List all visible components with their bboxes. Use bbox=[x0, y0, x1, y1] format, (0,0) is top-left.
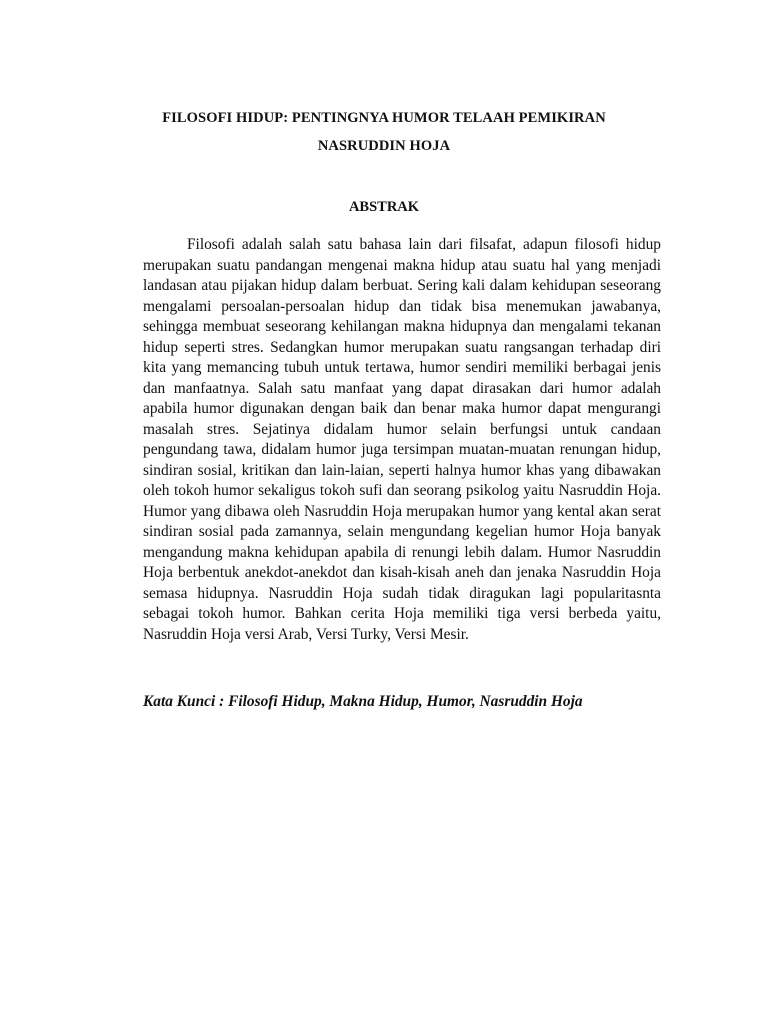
abstract-body: Filosofi adalah salah satu bahasa lain dari filsafat, adapun filosofi hidup merupakan suatu pandangan mengenai makna hidup atau suatu hal yang menjadi landasan atau pijakan hidup dalam berbuat. Sering kali dalam kehidupan seseorang mengalami persoalan-persoalan hidup dan tidak bisa menemukan jawabanya, sehingga membuat seseorang kehilangan makna hidupnya dan mengalami tekanan hidup seperti stres. Sedangkan humor merupakan suatu rangsangan terhadap diri kita yang memancing tubuh untuk tertawa, humor sendiri memiliki berbagai jenis dan manfaatnya. Salah satu manfaat yang dapat dirasakan dari humor adalah apabila humor digunakan dengan baik dan benar maka humor dapat mengurangi masalah stres. Sejatinya didalam humor selain berfungsi untuk candaan pengundang tawa, didalam humor juga tersimpan muatan-muatan renungan hidup, sindiran sosial, kritikan dan lain-laian, seperti halnya humor khas yang dibawakan oleh tokoh humor sekaligus tokoh sufi dan seorang psikolog yaitu Nasruddin Hoja. Humor yang dibawa oleh Nasruddin Hoja merupakan humor yang kental akan serat sindiran sosial pada zamannya, selain mengundang kegelian humor Hoja banyak mengandung makna kehidupan apabila di renungi lebih dalam. Humor Nasruddin Hoja berbentuk anekdot-anekdot dan kisah-kisah aneh dan jenaka Nasruddin Hoja semasa hidupnya. Nasruddin Hoja sudah tidak diragukan lagi popularitasnta sebagai tokoh humor. Bahkan cerita Hoja memiliki tiga versi berbeda yaitu, Nasruddin Hoja versi Arab, Versi Turky, Versi Mesir. bbox=[143, 236, 661, 643]
title-line-2: NASRUDDIN HOJA bbox=[317, 138, 451, 154]
title-line-1: FILOSOFI HIDUP: PENTINGNYA HUMOR TELAAH PEMIKIRAN bbox=[162, 110, 606, 126]
abstract-heading: ABSTRAK bbox=[348, 199, 420, 215]
keywords: Kata Kunci : Filosofi Hidup, Makna Hidup, Humor, Nasruddin Hoja bbox=[143, 693, 583, 710]
